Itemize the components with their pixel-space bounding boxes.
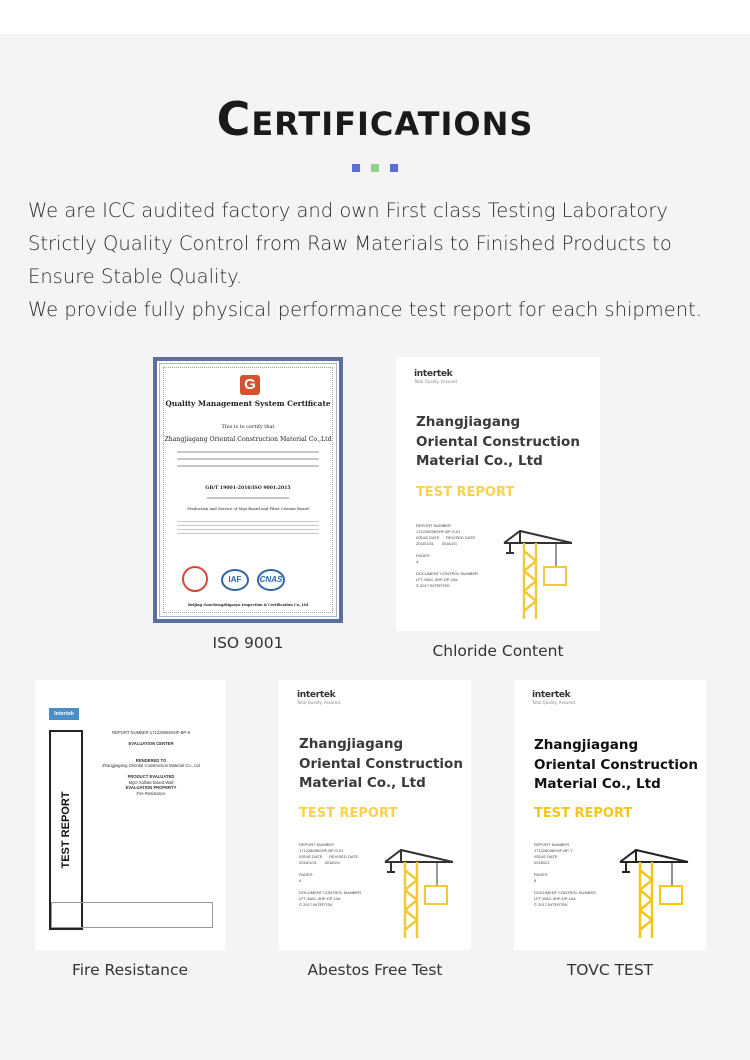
page-title: Certifications: [216, 92, 534, 146]
test-report-label: TEST REPORT: [534, 806, 633, 821]
report-meta: REPORT NUMBER 171228056SHF-BP-T ISSUE DATE 2018/2/1 PAGES 8 DOCUMENT CONTROL NUMBER LFT-WAC-3HP-DP-10a © 2017 INTERTEK: [534, 842, 597, 907]
divider-dot: [371, 164, 379, 172]
certificate-company: Zhangjiagang Oriental Construction Material Co.,Ltd: [164, 436, 332, 443]
red-seal-icon: [182, 566, 208, 592]
test-report-side-label: TEST REPORT: [49, 730, 83, 930]
certificate-scope: Production and Service of Mgo Board and Fiber Cement Board: [187, 506, 309, 511]
intro-text: [28, 194, 738, 326]
intertek-logo: intertek Total Quality. Assured.: [414, 369, 459, 384]
test-report-label: TEST REPORT: [299, 806, 398, 821]
certificate-caption: Fire Resistance: [71, 961, 189, 979]
certifier-logo-icon: G: [240, 375, 260, 395]
crane-icon: [500, 521, 580, 621]
title-divider-dots: [352, 164, 398, 172]
report-company: Zhangjiagang Oriental Construction Material Co., Ltd: [416, 414, 580, 470]
certificate-caption: Abestos Free Test: [307, 961, 443, 979]
certificate-standard: GB/T 19001-2016/ISO 9001:2015: [205, 486, 291, 491]
report-meta: REPORT NUMBER 171228056SHF-BP-S-01 ISSUE DATE REVISED DATE 2018/1/31 2018/2/1 PAGES 4 DOCUMENT CONTROL NUMBER LFT-WAC-3HP-DP-10a © 2017 INTERTEK: [416, 523, 479, 588]
intertek-logo: Intertek: [49, 708, 79, 720]
intertek-logo: intertek Total Quality. Assured.: [532, 690, 577, 705]
iaf-logo: IAF: [221, 569, 249, 591]
certificate-caption: ISO 9001: [212, 634, 284, 652]
crane-icon: [381, 840, 461, 940]
intro-line: Ensure Stable Quality.: [28, 265, 243, 288]
intro-line: Strictly Quality Control from Raw Materials to Finished Products to: [28, 232, 672, 255]
fire-resistance-report-image[interactable]: Intertek TEST REPORT REPORT NUMBER:171229056SHF-BP-8 EVALUATION CENTER RENDERED TO Zhangjiagang Oriental Construction Material Co., Ltd PRODUCT EVALUATED MgO Sulfate Board Wall EVALUATION PROPERTY Fire Resistance: [35, 680, 225, 950]
intro-line: We provide fully physical performance test report for each shipment.: [28, 298, 702, 321]
report-company: Zhangjiagang Oriental Construction Material Co., Ltd: [534, 737, 698, 793]
intro-line: We are ICC audited factory and own First class Testing Laboratory: [28, 199, 668, 222]
test-report-label: TEST REPORT: [416, 485, 515, 500]
iso-9001-certificate-image[interactable]: [153, 357, 343, 623]
divider-dot: [352, 164, 360, 172]
certificate-caption: TOVC TEST: [566, 961, 654, 979]
report-company: Zhangjiagang Oriental Construction Material Co., Ltd: [299, 736, 463, 792]
certificate-certify-text: This is to certify that: [221, 424, 275, 430]
chloride-content-report-image[interactable]: [396, 357, 600, 631]
divider-dot: [390, 164, 398, 172]
intertek-logo: intertek Total Quality. Assured.: [297, 690, 342, 705]
certificate-footer: Beijing Guochengzhigaoyu Inspection & Certification Co.,Ltd: [188, 603, 308, 607]
cnas-logo: CNAS: [257, 569, 285, 591]
top-bar: [0, 0, 750, 34]
abestos-free-report-image[interactable]: [279, 680, 471, 950]
certificate-title: Quality Management System Certificate: [165, 399, 331, 408]
certificate-caption: Chloride Content: [432, 642, 564, 660]
tovc-test-report-image[interactable]: [514, 680, 706, 950]
report-meta: REPORT NUMBER 171228056SHF-BP-S-01 ISSUE DATE REVISED DATE 2018/1/31 2018/2/1 PAGES 4 DOCUMENT CONTROL NUMBER LFT-WAC-3HP-DP-10a © 2017 INTERTEK: [299, 842, 362, 907]
crane-icon: [616, 840, 696, 940]
